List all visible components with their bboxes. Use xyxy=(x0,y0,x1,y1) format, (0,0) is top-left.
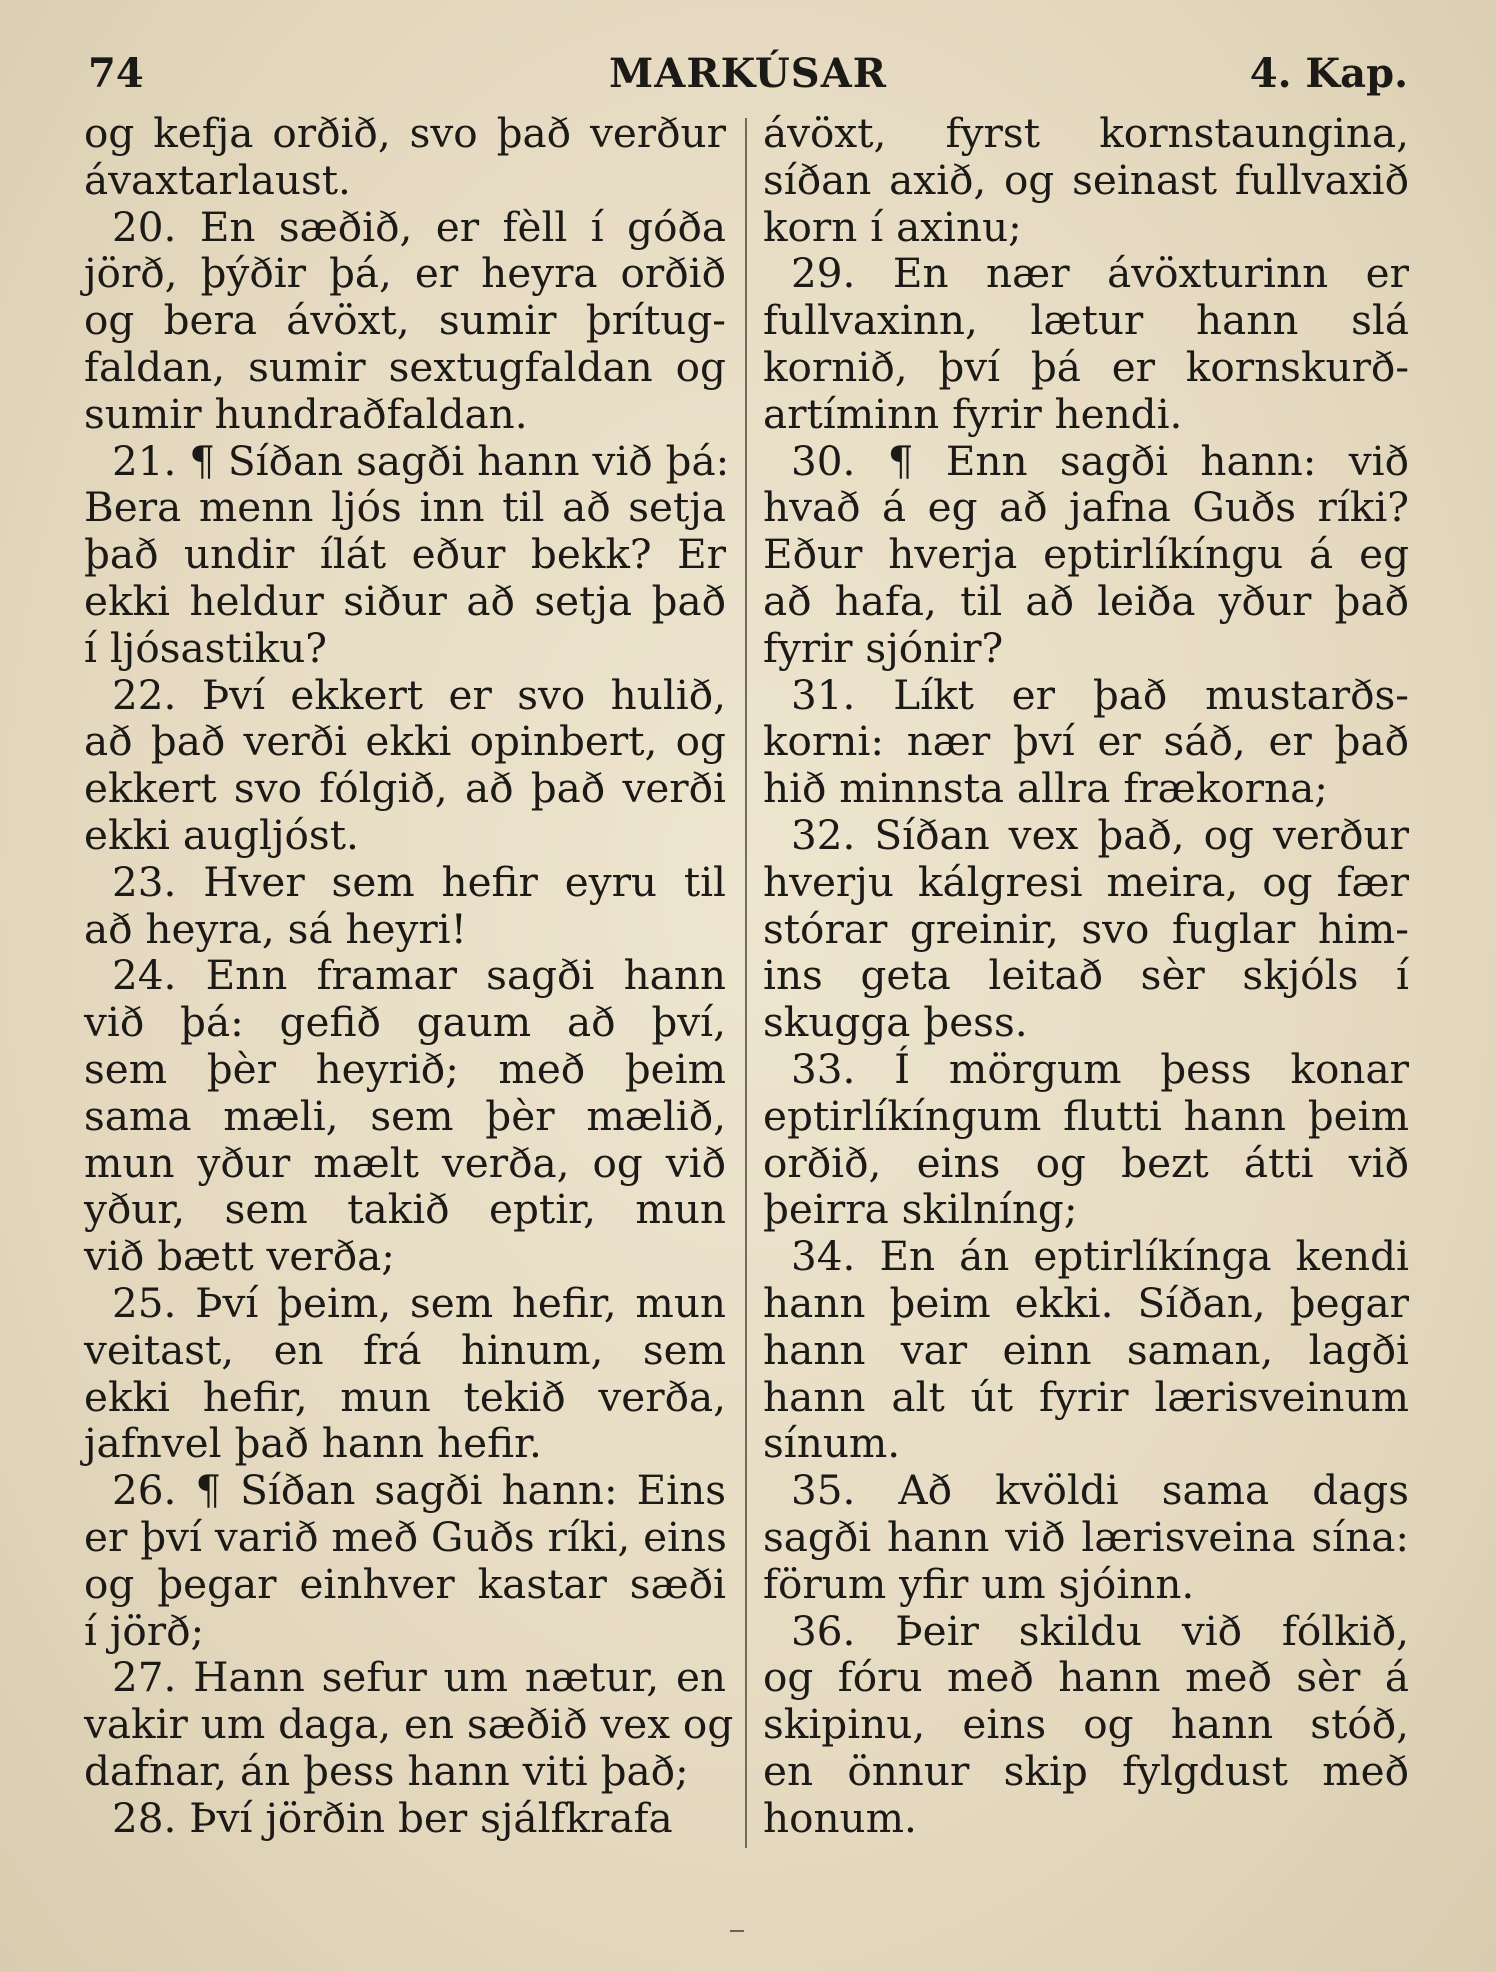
text-line: ávaxtarlaust. xyxy=(84,155,351,204)
page-number: 74 xyxy=(88,50,144,97)
text-line: ekki heldur siður að setja það xyxy=(84,576,726,625)
text-line: honum. xyxy=(763,1793,917,1842)
text-line: sumir hundraðfaldan. xyxy=(84,389,528,438)
text-line: vakir um daga, en sæðið vex og xyxy=(84,1700,734,1749)
column-divider xyxy=(745,118,747,1848)
running-title: MARKÚSAR xyxy=(609,50,887,97)
text-line: sama mæli, sem þèr mælið, xyxy=(84,1091,726,1140)
text-line: og þegar einhver kastar sæði xyxy=(84,1559,726,1608)
verse-paragraph xyxy=(84,1653,734,1795)
text-line: jafnvel það hann hefir. xyxy=(84,1419,542,1468)
text-line: orðið, eins og bezt átti við xyxy=(763,1138,1409,1187)
text-line: að heyra, sá heyri! xyxy=(84,904,467,953)
verse-paragraph xyxy=(763,438,1409,672)
text-line: að það verði ekki opinbert, og xyxy=(84,717,726,766)
text-line: 34. En án eptirlíkínga kendi xyxy=(791,1232,1409,1281)
text-line: 28. Því jörðin ber sjálfkrafa xyxy=(112,1793,673,1842)
footer-mark xyxy=(730,1930,744,1932)
text-line: og kefja orðið, svo það verður xyxy=(84,109,726,157)
verse-paragraph xyxy=(84,859,726,953)
text-line: yður, sem takið eptir, mun xyxy=(84,1185,726,1234)
verse-paragraph xyxy=(84,672,726,859)
text-line: ins geta leitað sèr skjóls í xyxy=(763,951,1409,1000)
text-line: 31. Líkt er það mustarðs- xyxy=(791,670,1409,719)
verse-paragraph xyxy=(84,1467,726,1654)
text-line: 30. ¶ Enn sagði hann: við xyxy=(791,436,1409,485)
text-line: stórar greinir, svo fuglar him- xyxy=(763,904,1409,953)
verse-paragraph xyxy=(763,110,1409,250)
verse-paragraph xyxy=(84,1280,726,1467)
text-line: hann var einn saman, lagði xyxy=(763,1325,1409,1374)
page-header xyxy=(88,44,1408,114)
text-line: ekkert svo fólgið, að það verði xyxy=(84,764,726,813)
text-line: 20. En sæðið, er fèll í góða xyxy=(112,202,726,251)
text-line: kornið, því þá er kornskurð- xyxy=(763,342,1409,391)
text-line: sínum. xyxy=(763,1419,901,1468)
verse-paragraph xyxy=(763,1046,1409,1233)
chapter-label: 4. Kap. xyxy=(1249,50,1408,97)
text-line: við bætt verða; xyxy=(84,1232,395,1281)
text-line: mun yður mælt verða, og við xyxy=(84,1138,726,1187)
text-line: og fóru með hann með sèr á xyxy=(763,1653,1409,1702)
text-line: 36. Þeir skildu við fólkið, xyxy=(791,1606,1409,1655)
verse-paragraph xyxy=(763,1233,1409,1467)
text-line: 27. Hann sefur um nætur, en xyxy=(112,1653,726,1702)
text-line: þeirra skilníng; xyxy=(763,1185,1078,1234)
text-line: í ljósastiku? xyxy=(84,623,327,672)
text-line: sagði hann við lærisveina sína: xyxy=(763,1512,1409,1561)
text-line: ávöxt, fyrst kornstaungina, xyxy=(763,109,1409,157)
verse-paragraph xyxy=(84,436,730,672)
text-line: 25. Því þeim, sem hefir, mun xyxy=(112,1278,726,1327)
text-line: artíminn fyrir hendi. xyxy=(763,389,1183,438)
text-line: veitast, en frá hinum, sem xyxy=(84,1325,726,1374)
verse-paragraph xyxy=(84,952,726,1280)
text-line: og bera ávöxt, sumir þrítug- xyxy=(84,296,726,345)
text-line: 24. Enn framar sagði hann xyxy=(112,951,726,1000)
text-line: Bera menn ljós inn til að setja xyxy=(84,483,726,532)
text-line: korni: nær því er sáð, er það xyxy=(763,717,1409,766)
text-line: korn í axinu; xyxy=(763,202,1022,251)
text-line: hið minnsta allra frækorna; xyxy=(763,764,1328,813)
text-line: í jörð; xyxy=(84,1606,205,1655)
text-line: en önnur skip fylgdust með xyxy=(763,1746,1409,1795)
text-line: dafnar, án þess hann viti það; xyxy=(84,1746,689,1795)
verse-paragraph xyxy=(84,1795,726,1842)
text-line: 22. Því ekkert er svo hulið, xyxy=(112,670,726,719)
text-line: sem þèr heyrið; með þeim xyxy=(84,1044,726,1093)
text-line: skugga þess. xyxy=(763,998,1028,1047)
text-line: við þá: gefið gaum að því, xyxy=(84,998,726,1047)
text-line: förum yfir um sjóinn. xyxy=(763,1559,1195,1608)
text-line: ekki hefir, mun tekið verða, xyxy=(84,1372,726,1421)
text-line: að hafa, til að leiða yður það xyxy=(763,576,1409,625)
text-line: eptirlíkíngum flutti hann þeim xyxy=(763,1091,1409,1140)
right-text-column xyxy=(763,110,1409,1841)
verse-paragraph xyxy=(763,672,1409,812)
text-line: hann alt út fyrir lærisveinum xyxy=(763,1372,1409,1421)
text-line: 32. Síðan vex það, og verður xyxy=(791,810,1409,859)
left-text-column xyxy=(84,109,734,1842)
text-line: er því varið með Guðs ríki, eins xyxy=(84,1512,727,1561)
verse-paragraph xyxy=(84,110,726,204)
text-line: faldan, sumir sextugfaldan og xyxy=(84,342,726,391)
text-line: 26. ¶ Síðan sagði hann: Eins xyxy=(112,1466,726,1515)
text-line: 21. ¶ Síðan sagði hann við þá: xyxy=(112,436,730,485)
text-line: 29. En nær ávöxturinn er xyxy=(791,249,1409,298)
text-line: 23. Hver sem hefir eyru til xyxy=(112,857,726,906)
verse-paragraph xyxy=(763,1608,1409,1842)
text-line: 35. Að kvöldi sama dags xyxy=(791,1466,1409,1515)
text-line: 33. Í mörgum þess konar xyxy=(791,1044,1409,1093)
text-line: ekki augljóst. xyxy=(84,810,359,859)
verse-paragraph xyxy=(763,812,1409,1046)
verse-paragraph xyxy=(763,250,1409,437)
text-line: fyrir sjónir? xyxy=(763,623,1004,672)
text-line: hverju kálgresi meira, og fær xyxy=(763,857,1409,906)
text-line: Eður hverja eptirlíkíngu á eg xyxy=(763,530,1409,579)
verse-paragraph xyxy=(84,204,726,438)
text-line: hvað á eg að jafna Guðs ríki? xyxy=(763,483,1409,532)
text-line: fullvaxinn, lætur hann slá xyxy=(763,296,1409,345)
text-line: síðan axið, og seinast fullvaxið xyxy=(763,155,1409,204)
text-line: það undir ílát eður bekk? Er xyxy=(84,530,726,579)
text-line: jörð, þýðir þá, er heyra orðið xyxy=(84,249,726,298)
text-line: skipinu, eins og hann stóð, xyxy=(763,1700,1409,1749)
verse-paragraph xyxy=(763,1467,1409,1607)
text-line: hann þeim ekki. Síðan, þegar xyxy=(763,1278,1409,1327)
